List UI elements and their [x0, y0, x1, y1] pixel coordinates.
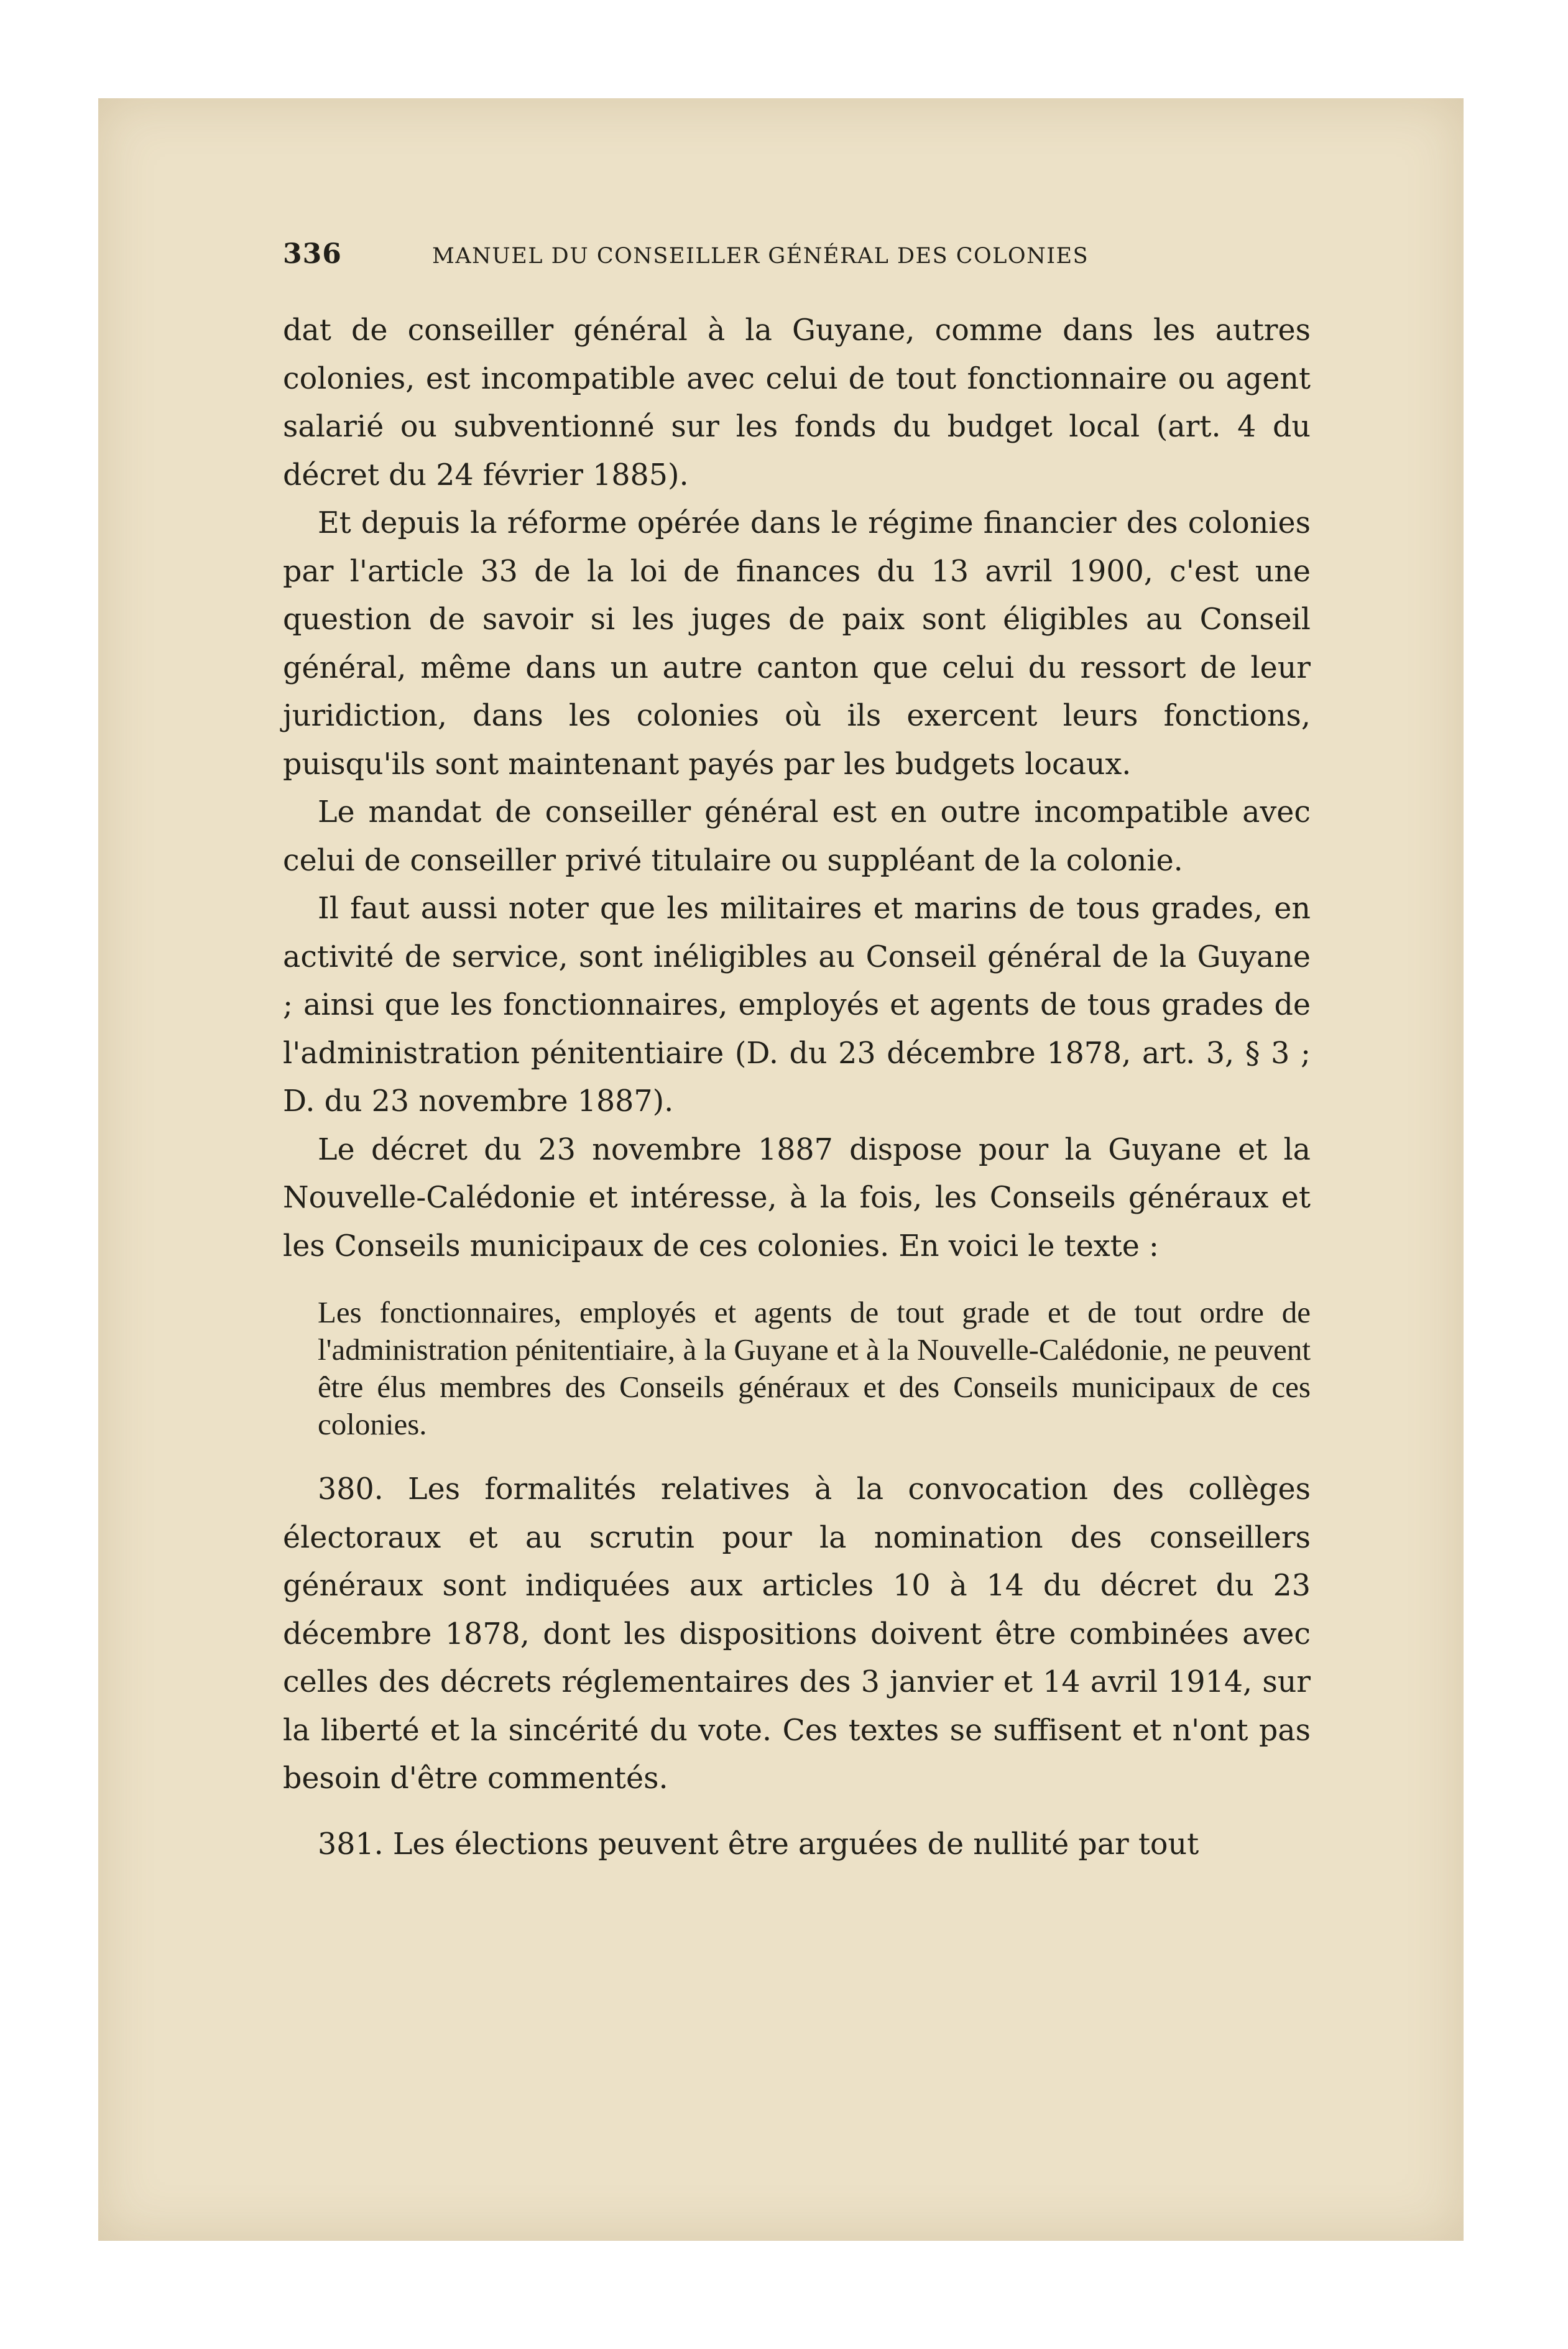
section-380 — [283, 1465, 1311, 1803]
running-title: MANUEL DU CONSEILLER GÉNÉRAL DES COLONIES — [432, 244, 1089, 269]
paragraph-5: Le décret du 23 novembre 1887 dispose pour la Guyane et la Nouvelle-Calédonie et intéresse, à la fois, les Conseils généraux et les Conseils municipaux de ces colonies. En voici le texte : — [283, 1132, 1311, 1263]
paragraph-2: Et depuis la réforme opérée dans le régime financier des colonies par l'article 33 de la loi de finances du 13 avril 1900, c'est une question de savoir si les juges de paix sont éligibles au Conseil général, même dans un autre canton que celui du ressort de leur juridiction, dans les colonies où ils exercent leurs fonctions, puisqu'ils sont maintenant payés par les budgets locaux. — [283, 506, 1311, 782]
paragraph-3: Le mandat de conseiller général est en outre incompatible avec celui de conseiller privé titulaire ou suppléant de la colonie. — [283, 795, 1311, 878]
text-block — [283, 238, 1311, 1868]
page-number: 336 — [283, 238, 342, 270]
section-380-number: 380. — [318, 1472, 384, 1507]
decree-quote: Les fonctionnaires, employés et agents de tout grade et de tout ordre de l'administration pénitentiaire, à la Guyane et à la Nouvelle-Calédonie, ne peuvent être élus membres des Conseils généraux et des Conseils municipaux de ces colonies. — [318, 1295, 1311, 1441]
paragraph-1: dat de conseiller général à la Guyane, comme dans les autres colonies, est incompatible avec celui de tout fonctionnaire ou agent salarié ou subventionné sur les fonds du budget local (art. 4 du décret du 24 février 1885). — [283, 313, 1311, 492]
section-381 — [283, 1821, 1311, 1869]
running-head — [283, 238, 1311, 275]
section-380-text: Les formalités relatives à la convocation des collèges électoraux et au scrutin pour la nomination des conseillers généraux sont indiquées aux articles 10 à 14 du décret du 23 décembre 1878, dont les dispositions doivent être combinées avec celles des décrets réglementaires des 3 janvier et 14 avril 1914, sur la liberté et la sincérité du vote. Ces textes se suffisent et n'ont pas besoin d'être commentés. — [283, 1472, 1311, 1796]
paragraph-4: Il faut aussi noter que les militaires et marins de tous grades, en activité de service, sont inéligibles au Conseil général de la Guyane ; ainsi que les fonctionnaires, employés et agents de tous grades de l'administration pénitentiaire (D. du 23 décembre 1878, art. 3, § 3 ; D. du 23 novembre 1887). — [283, 892, 1311, 1119]
book-page — [98, 98, 1464, 2241]
section-381-text: Les élections peuvent être arguées de nullité par tout — [392, 1827, 1199, 1862]
section-381-number: 381. — [318, 1827, 384, 1862]
